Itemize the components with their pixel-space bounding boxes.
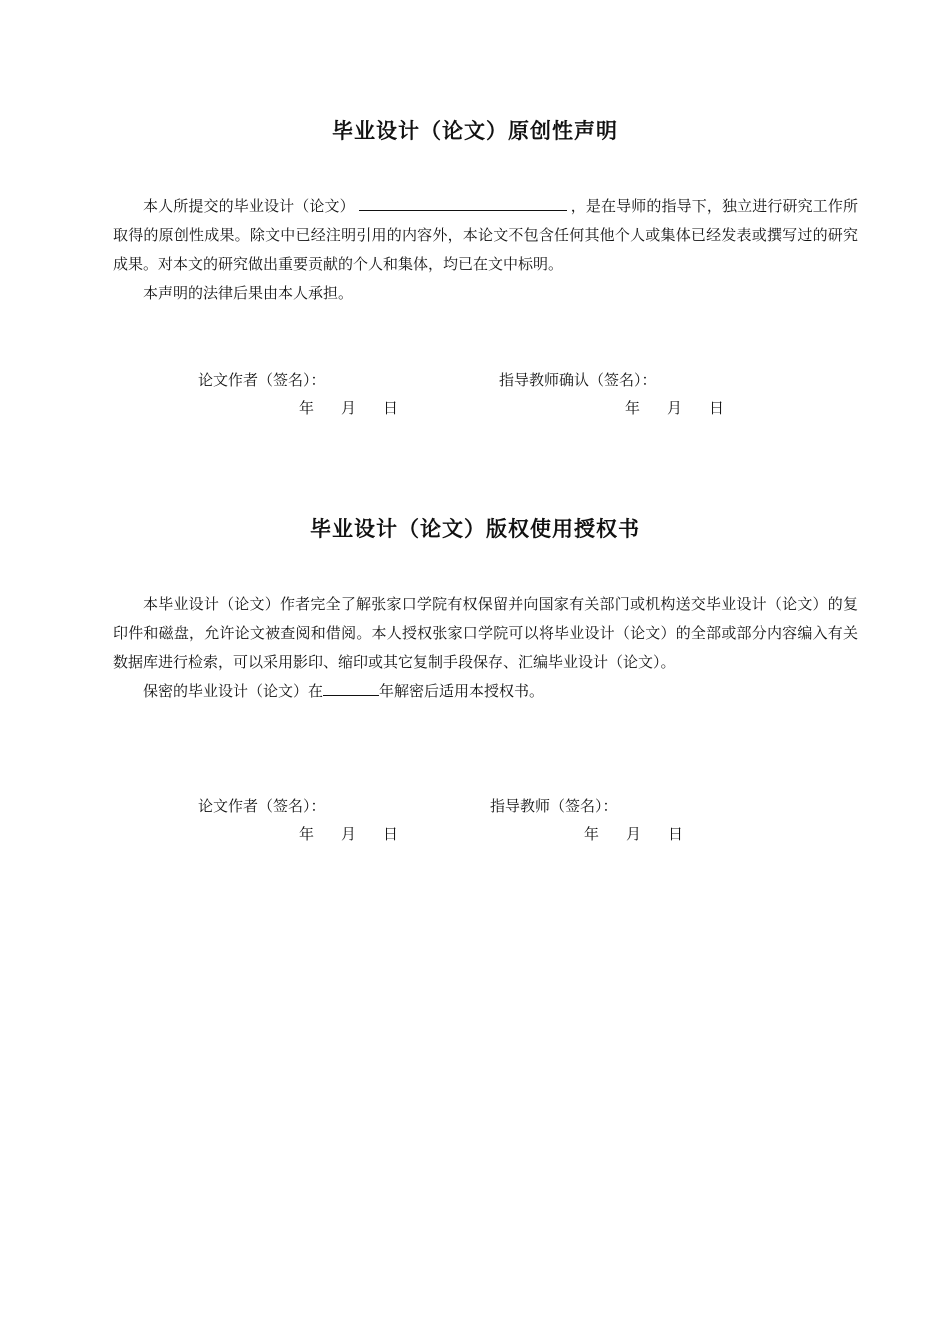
- declaration-author-date: [299, 397, 425, 418]
- authorization-paragraph-1: 本毕业设计（论文）作者完全了解张家口学院有权保留并向国家有关部门或机构送交毕业设计（论文）的复印件和磁盘，允许论文被查阅和借阅。本人授权张家口学院可以将毕业设计（论文）的全部或部分内容编入有关数据库进行检索，可以采用影印、缩印或其它复制手段保存、汇编毕业设计（论文）。: [113, 595, 858, 671]
- declaration-text-before-blank: 本人所提交的毕业设计（论文）: [143, 197, 355, 215]
- declaration-advisor-signature-label: 指导教师确认（签名）：: [499, 371, 657, 389]
- date-month-label: 月: [667, 399, 683, 417]
- authorization-text-after-blank: 年解密后适用本授权书。: [379, 682, 545, 700]
- date-year-label: 年: [299, 399, 315, 417]
- declaration-advisor-date: [625, 397, 751, 418]
- declaration-paragraph-1: [113, 192, 858, 279]
- authorization-text-before-blank: 保密的毕业设计（论文）在: [143, 682, 324, 700]
- date-year-label: 年: [625, 399, 641, 417]
- date-month-label: 月: [626, 825, 642, 843]
- authorization-paragraph-2: [113, 677, 858, 706]
- authorization-body: [113, 590, 858, 706]
- declaration-text-after-blank: ，是在导师的指导下，独立进行研究工作所取得的原创性成果。除文中已经注明引用的内容外，本论文不包含任何其他个人或集体已经发表或撰写过的研究成果。对本文的研究做出重要贡献的个人和集体，均已在文中标明。: [113, 197, 858, 273]
- thesis-title-blank: [359, 196, 567, 211]
- authorization-author-date: [299, 823, 425, 844]
- declaration-author-signature-label: 论文作者（签名）：: [198, 371, 326, 389]
- authorization-title: 毕业设计（论文）版权使用授权书: [310, 517, 640, 541]
- date-day-label: 日: [668, 825, 684, 843]
- date-month-label: 月: [341, 399, 357, 417]
- date-year-label: 年: [299, 825, 315, 843]
- declaration-paragraph-2: 本声明的法律后果由本人承担。: [143, 284, 354, 302]
- declaration-body: [113, 192, 858, 308]
- date-year-label: 年: [584, 825, 600, 843]
- authorization-advisor-date: [584, 823, 710, 844]
- date-day-label: 日: [383, 399, 399, 417]
- date-month-label: 月: [341, 825, 357, 843]
- confidential-years-blank: [323, 681, 379, 696]
- date-day-label: 日: [709, 399, 725, 417]
- declaration-title: 毕业设计（论文）原创性声明: [332, 119, 618, 143]
- authorization-advisor-signature-label: 指导教师（签名）：: [490, 797, 618, 815]
- date-day-label: 日: [383, 825, 399, 843]
- authorization-author-signature-label: 论文作者（签名）：: [198, 797, 326, 815]
